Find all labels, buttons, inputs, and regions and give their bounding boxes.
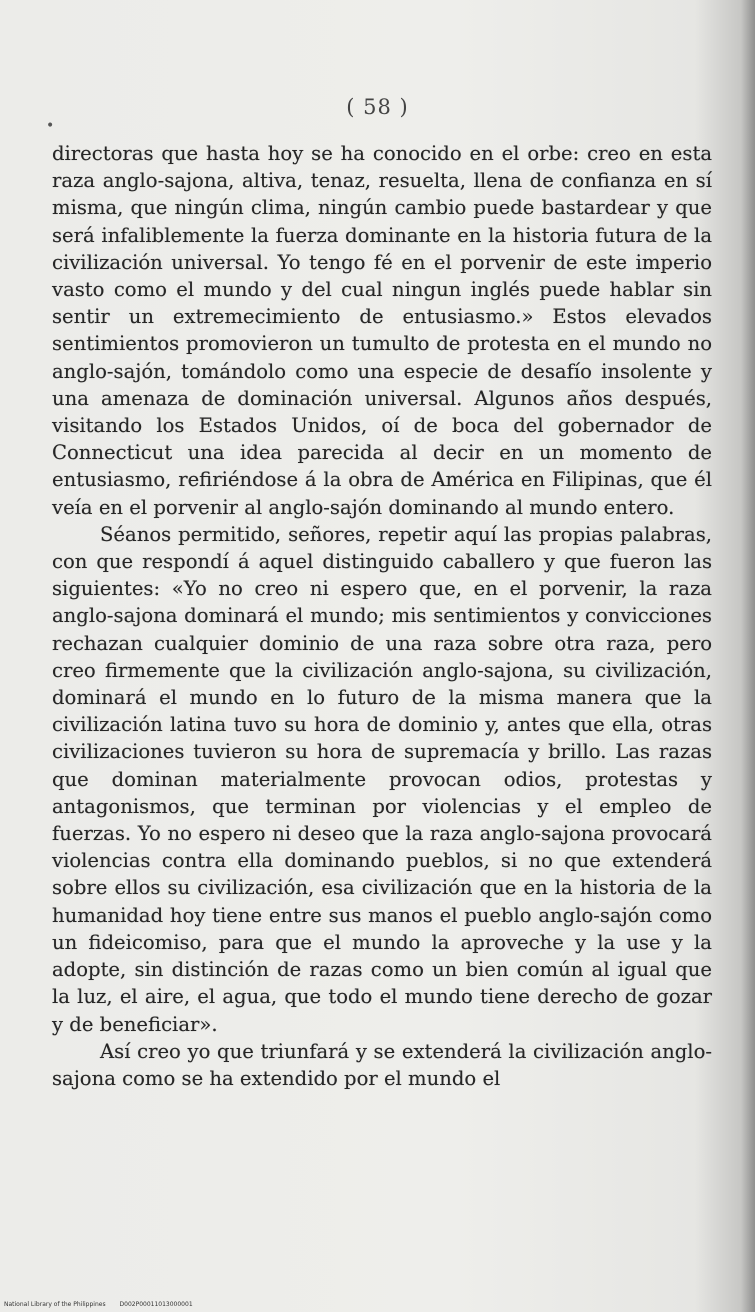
scan-footer xyxy=(4,1301,205,1308)
margin-mark: • xyxy=(46,118,55,134)
body-text xyxy=(52,140,712,1092)
footer-code: D002P00011013000001 xyxy=(119,1301,193,1308)
paragraph-3: Así creo yo que triunfará y se extenderá la civilización anglo-sajona como se ha extendido por el mundo el xyxy=(52,1039,712,1090)
page-edge-shadow xyxy=(741,0,755,1312)
page-number: ( 58 ) xyxy=(346,95,409,119)
paragraph-2: Séanos permitido, señores, repetir aquí las propias palabras, con que respondí á aquel distinguido caballero y que fueron las siguientes: «Yo no creo ni espero que, en el porvenir, la raza anglo-sajona dominará el mundo; mis sentimientos y convicciones rechazan cualquier dominio de una raza sobre otra raza, pero creo firmemente que la civilización anglo-sajona, su civilización, dominará el mundo en lo futuro de la misma manera que la civilización latina tuvo su hora de dominio y, antes que ella, otras civilizaciones tuvieron su hora de supremacía y brillo. Las razas que dominan materialmente provocan odios, protestas y antagonismos, que terminan por violencias y el empleo de fuerzas. Yo no espero ni deseo que la raza anglo-sajona provocará violencias contra ella dominando pueblos, si no que extenderá sobre ellos su civilización, esa civilización que en la historia de la humanidad hoy tiene entre sus manos el pueblo anglo-sajón como un fideicomiso, para que el mundo la aproveche y la use y la adopte, sin distinción de razas como un bien común al igual que la luz, el aire, el agua, que todo el mundo tiene derecho de gozar y de beneficiar». xyxy=(52,522,712,1036)
paragraph-1: directoras que hasta hoy se ha conocido en el orbe: creo en esta raza anglo-sajona, altiva, tenaz, resuelta, llena de confianza en sí misma, que ningún clima, ningún cambio puede bastardear y que será infaliblemente la fuerza dominante en la historia futura de la civilización universal. Yo tengo fé en el porvenir de este imperio vasto como el mundo y del cual ningun inglés puede hablar sin sentir un extremecimiento de entusiasmo.» Estos elevados sentimientos promovieron un tumulto de protesta en el mundo no anglo-sajón, tomándolo como una especie de desafío insolente y una amenaza de dominación universal. Algunos años después, visitando los Estados Unidos, oí de boca del gobernador de Connecticut una idea parecida al decir en un momento de entusiasmo, refiriéndose á la obra de América en Filipinas, que él veía en el porvenir al anglo-sajón dominando al mundo entero. xyxy=(52,142,712,519)
footer-library: National Library of the Philippines xyxy=(4,1301,106,1308)
